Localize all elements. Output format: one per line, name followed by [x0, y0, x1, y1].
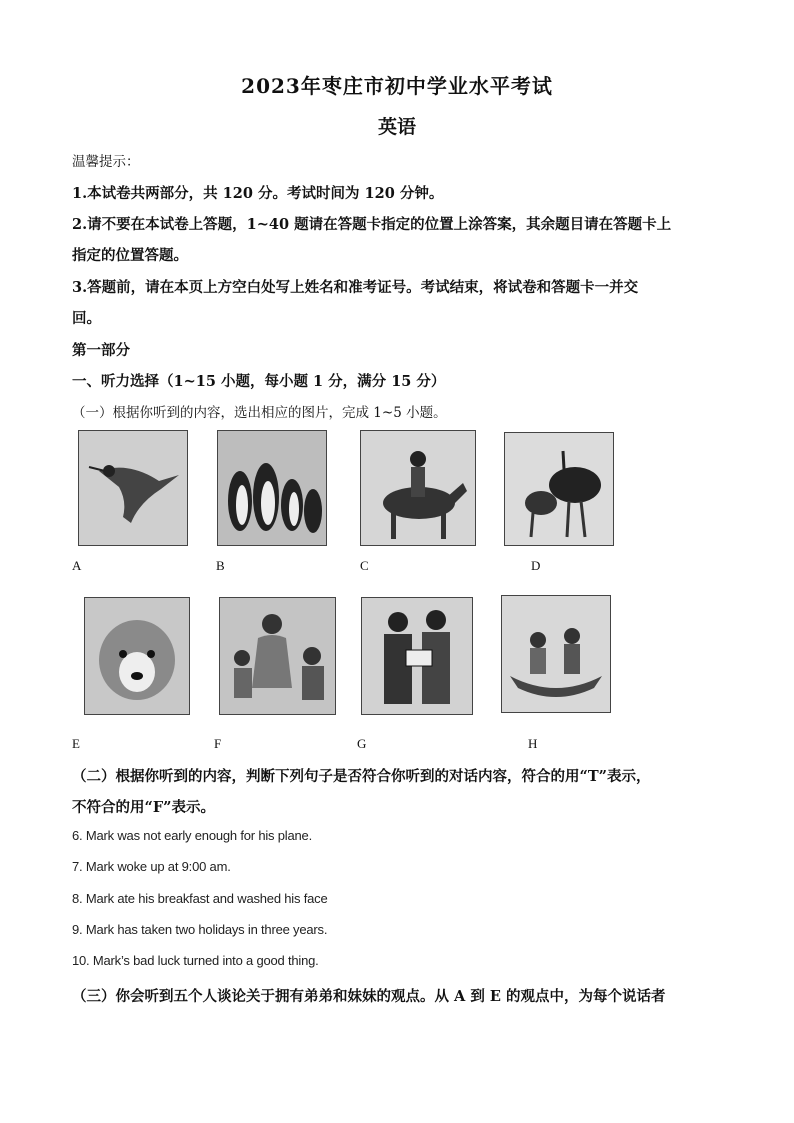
picture-label-g: G	[357, 736, 367, 751]
section-heading-listening: 一、听力选择（1~15 小题，每小题 1 分，满分 15 分）	[72, 373, 446, 390]
picture-label-b: B	[216, 558, 225, 573]
statement-6: 6. Mark was not early enough for his plane.	[72, 828, 312, 843]
statement-10: 10. Mark’s bad luck turned into a good thing.	[72, 953, 319, 968]
picture-label-c: C	[360, 558, 369, 573]
picture-f-mother-children	[219, 597, 336, 715]
picture-label-d: D	[531, 558, 541, 573]
statement-7: 7. Mark woke up at 9:00 am.	[72, 859, 231, 874]
exam-title: 2023年枣庄市初中学业水平考试	[241, 74, 553, 98]
part-heading: 第一部分	[72, 342, 130, 359]
picture-d-ostriches	[504, 432, 614, 546]
sub-instruction-2a: （二）根据你听到的内容，判断下列句子是否符合你听到的对话内容，符合的用“T”表示，	[72, 768, 651, 785]
notice-item-1: 1.本试卷共两部分，共 120 分。考试时间为 120 分钟。	[72, 185, 444, 202]
picture-e-dog	[84, 597, 190, 715]
sub-instruction-3: （三）你会听到五个人谈论关于拥有弟弟和妹妹的观点。从 A 到 E 的观点中，为每个说话者	[72, 988, 666, 1005]
sub-instruction-2b: 不符合的用“F”表示。	[72, 799, 215, 816]
notice-item-2b: 指定的位置答题。	[72, 247, 188, 264]
picture-b-penguins	[217, 430, 327, 546]
notice-item-3a: 3.答题前，请在本页上方空白处写上姓名和准考证号。考试结束，将试卷和答题卡一并交	[72, 279, 639, 296]
notice-item-3b: 回。	[72, 310, 101, 327]
picture-label-a: A	[72, 558, 82, 573]
picture-a-hummingbird	[78, 430, 188, 546]
statement-9: 9. Mark has taken two holidays in three years.	[72, 922, 328, 937]
picture-h-boat-people	[501, 595, 611, 713]
picture-label-e: E	[72, 736, 80, 751]
picture-label-h: H	[528, 736, 538, 751]
picture-label-f: F	[214, 736, 222, 751]
picture-g-two-men-reading	[361, 597, 473, 715]
picture-c-horse-rider	[360, 430, 476, 546]
notice-heading: 温馨提示：	[72, 154, 140, 170]
sub-instruction-1: （一）根据你听到的内容，选出相应的图片，完成 1~5 小题。	[72, 405, 447, 421]
statement-8: 8. Mark ate his breakfast and washed his face	[72, 891, 328, 906]
exam-subject: 英语	[377, 116, 416, 138]
notice-item-2a: 2.请不要在本试卷上答题，1~40 题请在答题卡指定的位置上涂答案，其余题目请在答题卡上	[72, 216, 672, 233]
